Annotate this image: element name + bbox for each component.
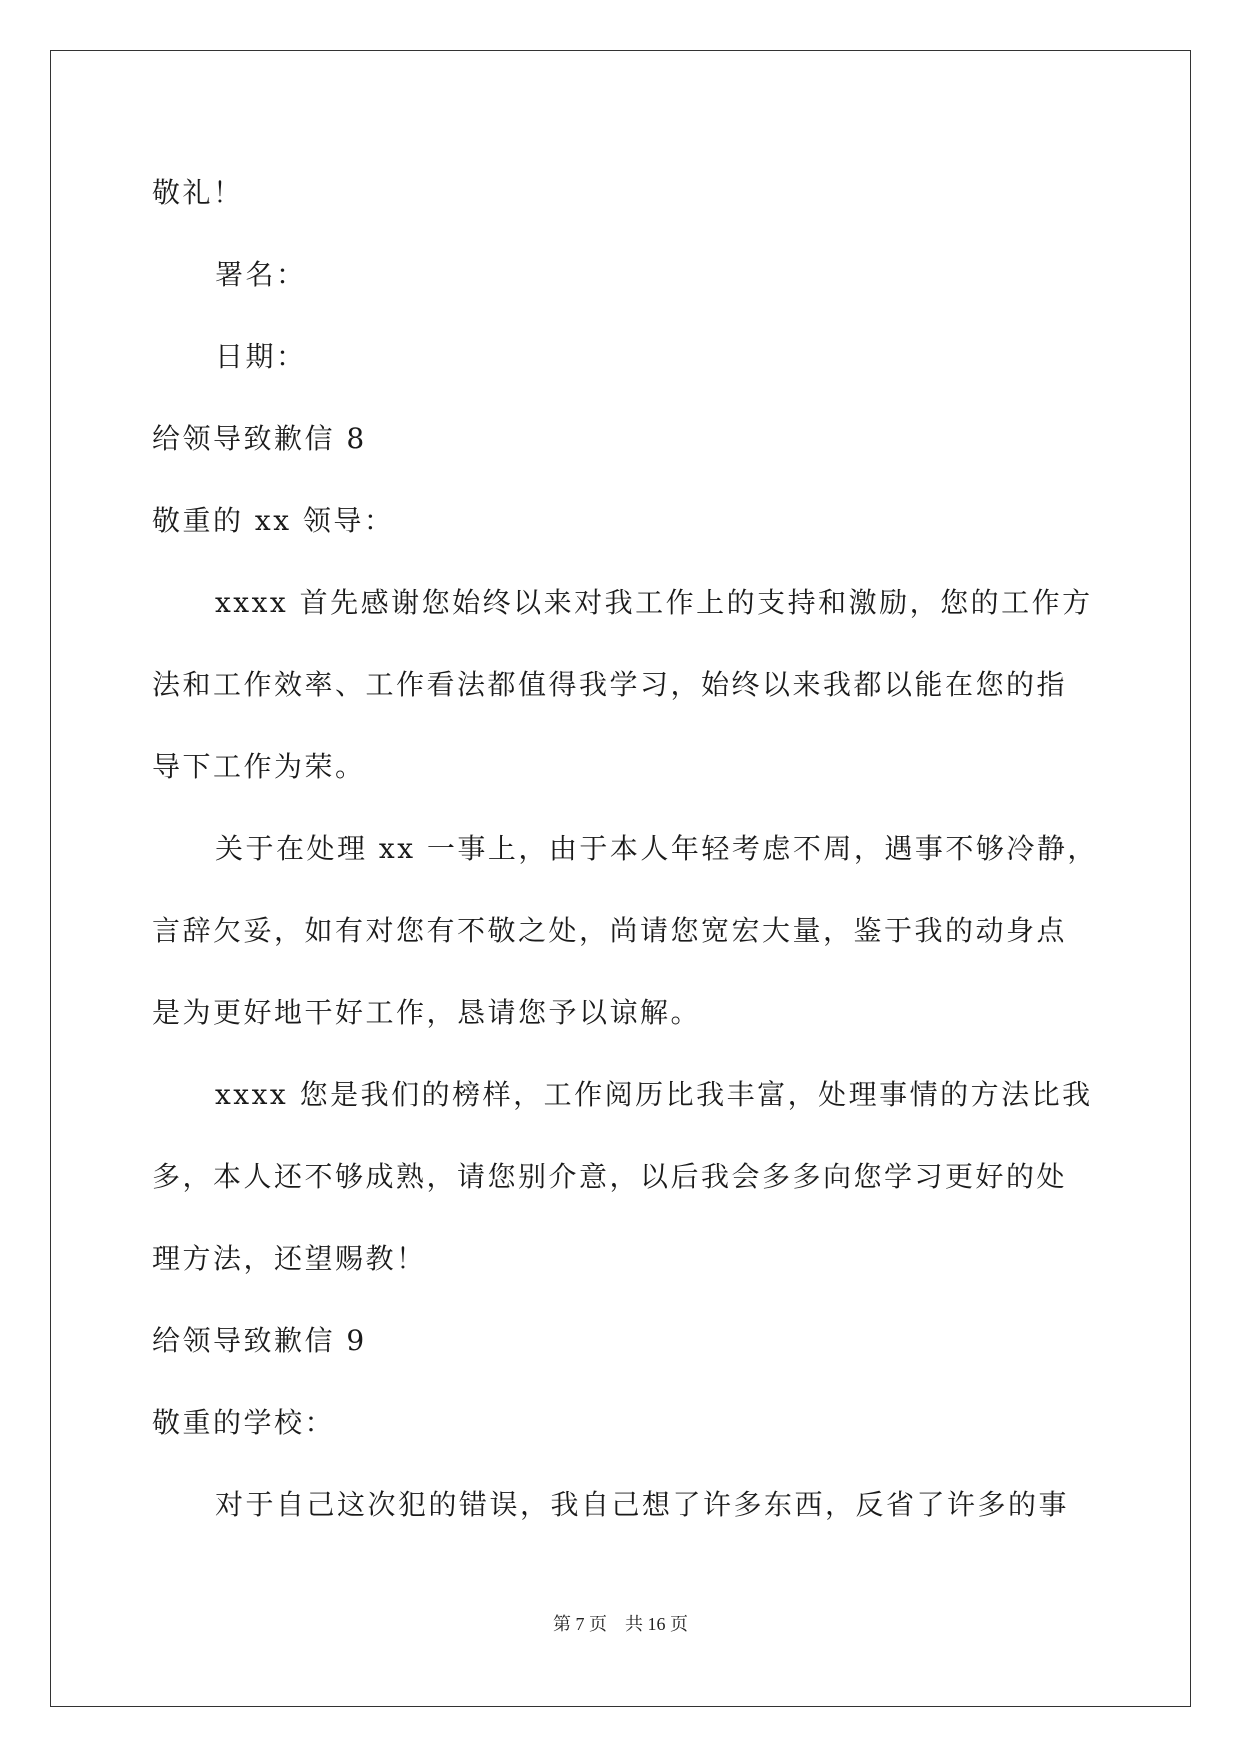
body-line: xxxx 您是我们的榜样，工作阅历比我丰富，处理事情的方法比我 — [215, 1078, 1093, 1111]
body-line: 言辞欠妥，如有对您有不敬之处，尚请您宽宏大量，鉴于我的动身点 — [152, 914, 1068, 947]
body-line: 法和工作效率、工作看法都值得我学习，始终以来我都以能在您的指 — [152, 668, 1068, 701]
letter-8-greeting: 敬重的 xx 领导： — [152, 504, 395, 537]
body-line: 关于在处理 xx 一事上，由于本人年轻考虑不周，遇事不够冷静， — [215, 832, 1098, 865]
body-line: xxxx 首先感谢您始终以来对我工作上的支持和激励，您的工作方 — [215, 586, 1093, 619]
body-line: 理方法，还望赐教！ — [152, 1242, 427, 1275]
signature-line: 署名： — [215, 258, 307, 291]
closing-salutation: 敬礼！ — [152, 176, 244, 209]
body-line: 是为更好地干好工作，恳请您予以谅解。 — [152, 996, 702, 1029]
letter-8-title: 给领导致歉信 8 — [152, 422, 367, 455]
letter-9-greeting: 敬重的学校： — [152, 1406, 336, 1439]
page-number-footer: 第 7 页 共 16 页 — [553, 1614, 688, 1634]
letter-9-title: 给领导致歉信 9 — [152, 1324, 367, 1357]
body-line: 对于自己这次犯的错误，我自己想了许多东西，反省了许多的事 — [215, 1488, 1070, 1521]
body-line: 多，本人还不够成熟，请您别介意，以后我会多多向您学习更好的处 — [152, 1160, 1068, 1193]
date-line: 日期： — [215, 340, 307, 373]
body-line: 导下工作为荣。 — [152, 750, 366, 783]
page-border — [50, 50, 1191, 1707]
